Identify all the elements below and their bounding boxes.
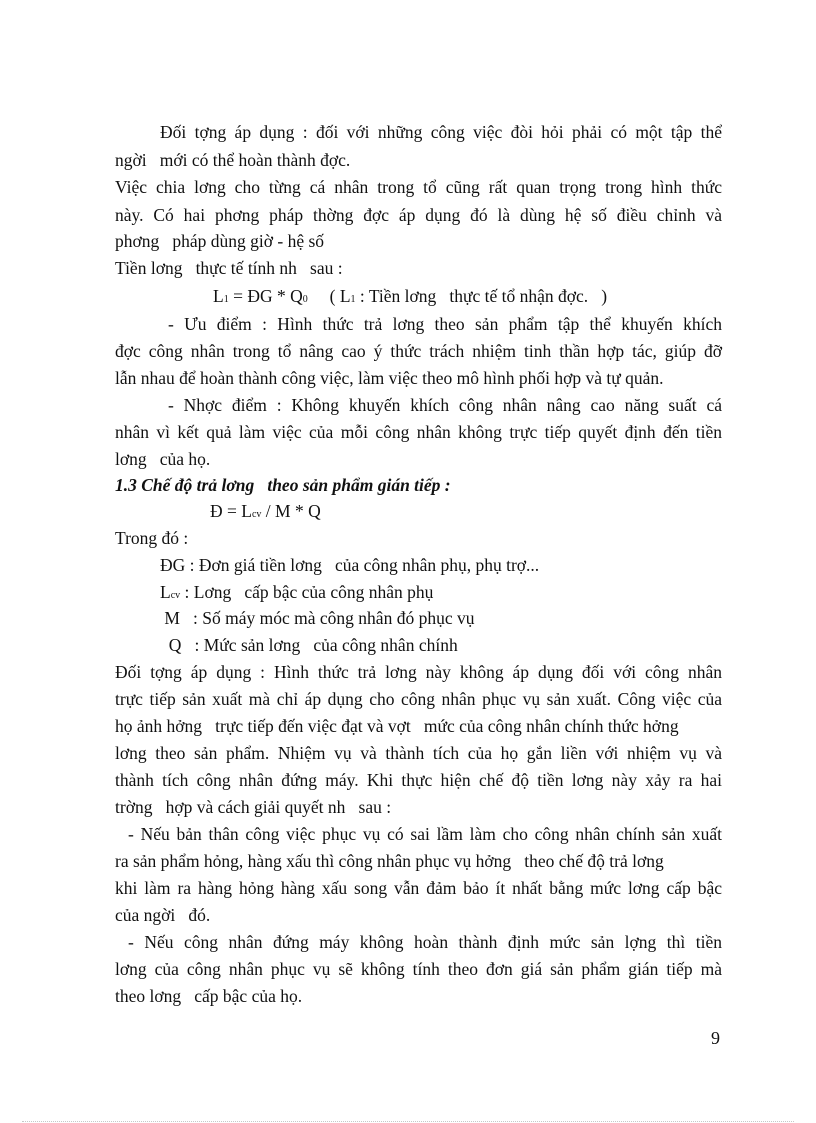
text-line: đợc công nhân trong tổ nâng cao ý thức trách nhiệm tinh thần hợp tác, giúp đỡ	[115, 341, 722, 361]
text-line: - Nếu công nhân đứng máy không hoàn thành định mức sản lợng thì tiền	[128, 932, 722, 952]
text-line: phơng pháp dùng giờ - hệ số	[115, 231, 325, 251]
text-line: này. Có hai phơng pháp thờng đợc áp dụng đó là dùng hệ số điều chỉnh và	[115, 205, 722, 225]
text-line: trực tiếp sản xuất mà chỉ áp dụng cho công nhân phục vụ sản xuất. Công việc của	[115, 689, 722, 709]
definition-line: ĐG : Đơn giá tiền lơng của công nhân phụ, phụ trợ...	[160, 555, 540, 575]
text-line: thành tích công nhân đứng máy. Khi thực hiện chế độ tiền lơng này xảy ra hai	[115, 770, 722, 790]
text-line: lẫn nhau để hoàn thành công việc, làm việc theo mô hình phối hợp và tự quản.	[115, 368, 664, 388]
text-line: Trong đó :	[115, 528, 189, 548]
page-number: 9	[711, 1028, 720, 1048]
section-heading: 1.3 Chế độ trả lơng theo sản phẩm gián tiếp :	[115, 475, 451, 495]
text-line: của ngời đó.	[115, 905, 211, 925]
page-bottom-divider	[22, 1121, 794, 1122]
text-line: - Nhợc điểm : Không khuyến khích công nhân nâng cao năng suất cá	[168, 395, 722, 415]
text-line: Việc chia lơng cho từng cá nhân trong tổ cũng rất quan trọng trong hình thức	[115, 177, 722, 197]
text-line: Đối tợng áp dụng : Hình thức trả lơng này không áp dụng đối với công nhân	[115, 662, 722, 682]
text-line: khi làm ra hàng hỏng hàng xấu song vẫn đảm bảo ít nhất bằng mức lơng cấp bậc	[115, 878, 722, 898]
text-line: theo lơng cấp bậc của họ.	[115, 986, 303, 1006]
text-line: ra sản phẩm hỏng, hàng xấu thì công nhân phục vụ hởng theo chế độ trả lơng	[115, 851, 664, 871]
formula-tien-luong: L1 = ĐG * Q0 ( L1 : Tiền lơng thực tế tổ nhận đợc. )	[213, 286, 608, 306]
text-line: họ ảnh hởng trực tiếp đến việc đạt và vợt mức của công nhân chính thức hởng	[115, 716, 679, 736]
text-line: nhân vì kết quả làm việc của mỗi công nhân không trực tiếp quyết định đến tiền	[115, 422, 722, 442]
formula-don-gia: Đ = Lcv / M * Q	[210, 501, 321, 521]
definition-line: Lcv : Lơng cấp bậc của công nhân phụ	[160, 582, 434, 602]
text-line: lơng của công nhân phục vụ sẽ không tính theo đơn giá sản phẩm gián tiếp mà	[115, 959, 722, 979]
definition-line: M : Số máy móc mà công nhân đó phục vụ	[160, 608, 475, 628]
text-line: ngời mới có thể hoàn thành đợc.	[115, 150, 351, 170]
text-line: - Ưu điểm : Hình thức trả lơng theo sản phẩm tập thể khuyến khích	[168, 314, 722, 334]
text-line: Tiền lơng thực tế tính nh sau :	[115, 258, 343, 278]
text-line: lơng của họ.	[115, 449, 211, 469]
text-line: lơng theo sản phẩm. Nhiệm vụ và thành tích của họ gắn liền với nhiệm vụ và	[115, 743, 722, 763]
text-line: trờng hợp và cách giải quyết nh sau :	[115, 797, 392, 817]
definition-line: Q : Mức sản lơng của công nhân chính	[160, 635, 458, 655]
text-line: - Nếu bản thân công việc phục vụ có sai lầm làm cho công nhân chính sản xuất	[128, 824, 722, 844]
text-line: Đối tợng áp dụng : đối với những công việc đòi hỏi phải có một tập thể	[160, 122, 722, 142]
